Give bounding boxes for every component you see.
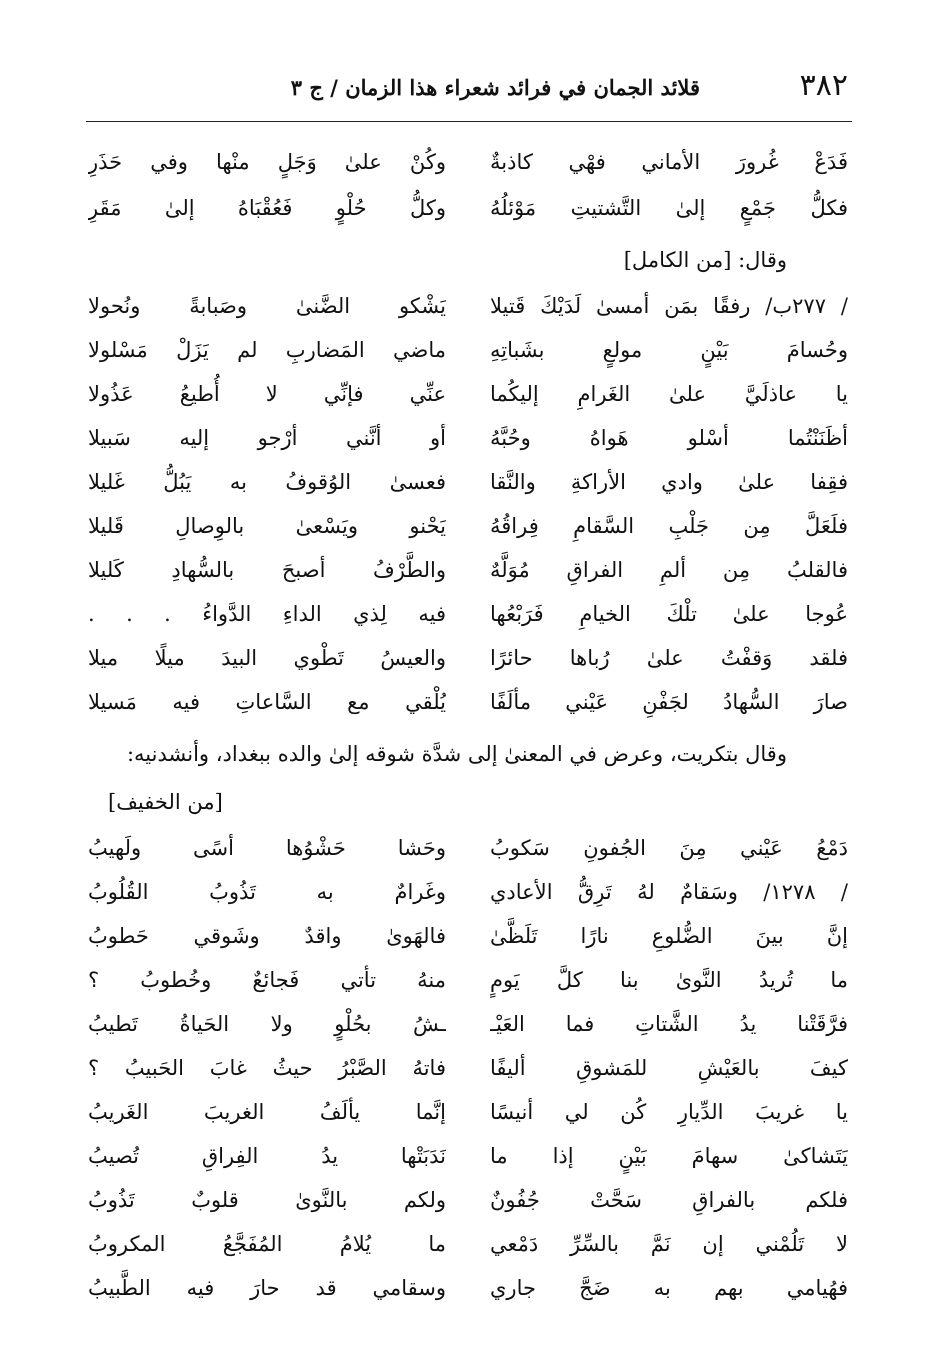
verse-first-hemistich: فلكم بالفراقِ سَحَّتْ جُفُونٌ	[490, 1188, 848, 1212]
verse-second-hemistich: إنَّما يألَفُ الغريبَ الغَريبُ	[88, 1100, 446, 1124]
verse-second-hemistich: وكُنْ علىٰ وَجَلٍ منْها وفي حَذَرِ	[88, 150, 446, 174]
verse-second-hemistich: ولكم بالنَّوىٰ قلوبٌ تَذُوبُ	[88, 1188, 446, 1212]
verse-second-hemistich: عنِّي فإنِّي لا أُطيعُ عَذُولا	[88, 382, 446, 406]
verse-first-hemistich: فلَعَلَّ مِن جَلْبِ السَّقامِ فِراقُهُ	[490, 514, 848, 538]
verse-first-hemistich: عُوجا علىٰ تلْكَ الخيامِ فَرَبْعُها	[490, 602, 848, 626]
verse-line	[88, 636, 848, 680]
verse-line	[88, 186, 848, 230]
verse-second-hemistich: والطَّرْفُ أصبحَ بالسُّهادِ كَليلا	[88, 558, 446, 582]
verse-line	[88, 680, 848, 724]
verse-first-hemistich: / ١٢٧٨/ وسَقامٌ لهُ تَرِقُّ الأعادي	[490, 880, 848, 904]
verse-line	[88, 1046, 848, 1090]
verse-first-hemistich: كيفَ بالعَيْشِ للمَشوقِ أليفًا	[490, 1056, 848, 1080]
verse-first-hemistich: فكلُّ جَمْعٍ إلىٰ التَّشتيتِ مَوْئلُهُ	[490, 196, 848, 220]
verse-first-hemistich: فقِفا علىٰ وادي الأراكةِ والنَّقا	[490, 470, 848, 494]
verse-first-hemistich: يا عاذلَيَّ علىٰ الغَرامِ إليكُما	[490, 382, 848, 406]
verse-first-hemistich: ما تُريدُ النَّوىٰ بنا كلَّ يَومٍ	[490, 968, 848, 992]
meter-label: [من الخفيف]	[108, 790, 223, 814]
verse-line	[88, 548, 848, 592]
verse-first-hemistich: فلقد وَقفْتُ علىٰ رُباها حائرًا	[490, 646, 848, 670]
verse-line	[88, 1222, 848, 1266]
verse-second-hemistich: ـشُ بحُلْوٍ ولا الحَياةُ تَطيبُ	[88, 1012, 446, 1036]
verse-first-hemistich: لا تَلُمْني إن نَمَّ بالسِّرِّ دَمْعي	[490, 1232, 848, 1256]
verse-second-hemistich: أو أنَّني أرْجو إليه سَبيلا	[88, 426, 446, 450]
verse-first-hemistich: إنَّ بينَ الضُّلوعِ نارًا تَلَظَّىٰ	[490, 924, 848, 948]
verse-first-hemistich: فالقلبُ مِن ألمِ الفراقِ مُوَلَّهٌ	[490, 558, 848, 582]
verse-line	[88, 460, 848, 504]
verse-first-hemistich: دَمْعُ عَيْني مِنَ الجُفونِ سَكوبُ	[490, 836, 848, 860]
verse-second-hemistich: منهُ تأتي فَجائعٌ وخُطوبُ ؟	[88, 968, 446, 992]
poem-intro: وقال: [من الكامل]	[623, 248, 787, 272]
verse-second-hemistich: وكلُّ حُلْوٍ فَعُقْبَاهُ إلىٰ مَقَرِ	[88, 196, 446, 220]
verse-line	[88, 592, 848, 636]
verse-second-hemistich: والعيسُ تَطْوي البيدَ ميلًا ميلا	[88, 646, 446, 670]
verse-second-hemistich: يَحْنو ويَسْعىٰ بالوِصالِ قَليلا	[88, 514, 446, 538]
verse-first-hemistich: فرَّقَتْنا يدُ الشَّتاتِ فما العَيْـ	[490, 1012, 848, 1036]
verse-line	[88, 826, 848, 870]
verse-second-hemistich: وحَشا حَشْوُها أسًى ولَهيبُ	[88, 836, 446, 860]
verse-first-hemistich: فَدَعْ غُرورَ الأماني فهْي كاذبةٌ	[490, 150, 848, 174]
verse-line	[88, 416, 848, 460]
verse-line	[88, 1266, 848, 1310]
verse-second-hemistich: فعسىٰ الوُقوفُ به يَبُلُّ غَليلا	[88, 470, 446, 494]
verse-second-hemistich: فالهَوىٰ واقدٌ وشَوقي حَطوبُ	[88, 924, 446, 948]
verse-line	[88, 140, 848, 184]
verse-line	[88, 870, 848, 914]
verse-second-hemistich: ماضي المَضاربِ لم يَزَلْ مَسْلولا	[88, 338, 446, 362]
verse-first-hemistich: فهُيامي بهم به ضَجَّ جاري	[490, 1276, 848, 1300]
verse-second-hemistich: فاتهُ الصَّبْرُ حيثُ غابَ الحَبيبُ ؟	[88, 1056, 446, 1080]
verse-second-hemistich: وغَرامٌ به تَذُوبُ القُلُوبُ	[88, 880, 446, 904]
verse-line	[88, 1090, 848, 1134]
verse-line	[88, 1002, 848, 1046]
verse-first-hemistich: / ٢٧٧ب/ رفقًا بمَن أمسىٰ لَدَيْكَ قَتيلا	[490, 294, 848, 318]
verse-line	[88, 284, 848, 328]
verse-first-hemistich: يا غريبَ الدِّيارِ كُن لي أنيسًا	[490, 1100, 848, 1124]
verse-line	[88, 328, 848, 372]
verse-first-hemistich: أظَنَنْتُما أسْلو هَواهُ وحُبَّهُ	[490, 426, 848, 450]
poem-intro: وقال بتكريت، وعرض في المعنىٰ إلى شدَّة شوقه إلىٰ والده ببغداد، وأنشدنيه:	[126, 742, 787, 766]
verse-second-hemistich: نَدَبَتْها يدُ الفِراقِ تُصيبُ	[88, 1144, 446, 1168]
verse-line	[88, 1178, 848, 1222]
running-title: قلائد الجمان في فرائد شعراء هذا الزمان / ج ٣	[290, 75, 700, 100]
header-rule	[86, 121, 852, 122]
verse-second-hemistich: يَشْكو الضَّنىٰ وصَبابةً ونُحولا	[88, 294, 446, 318]
verse-first-hemistich: صارَ السُّهادُ لجَفْنِ عَيْني مألَفًا	[490, 690, 848, 714]
verse-second-hemistich: ما يُلامُ المُفَجَّعُ المكروبُ	[88, 1232, 446, 1256]
verse-second-hemistich: وسقامي قد حارَ فيه الطَّبيبُ	[88, 1276, 446, 1300]
verse-first-hemistich: وحُسامَ بَيْنٍ مولعٍ بشَباتِهِ	[490, 338, 848, 362]
page-header	[88, 66, 848, 110]
verse-second-hemistich: فيه لِذي الداءِ الدَّواءُ . . .	[88, 602, 446, 626]
verse-line	[88, 372, 848, 416]
verse-line	[88, 504, 848, 548]
verse-line	[88, 958, 848, 1002]
verse-line	[88, 914, 848, 958]
verse-second-hemistich: يُلْقي مع السَّاعاتِ فيه مَسيلا	[88, 690, 446, 714]
page-number: ٣٨٢	[799, 68, 848, 103]
verse-line	[88, 1134, 848, 1178]
verse-first-hemistich: يَتَشاكىٰ سهامَ بَيْنٍ إذا ما	[490, 1144, 848, 1168]
